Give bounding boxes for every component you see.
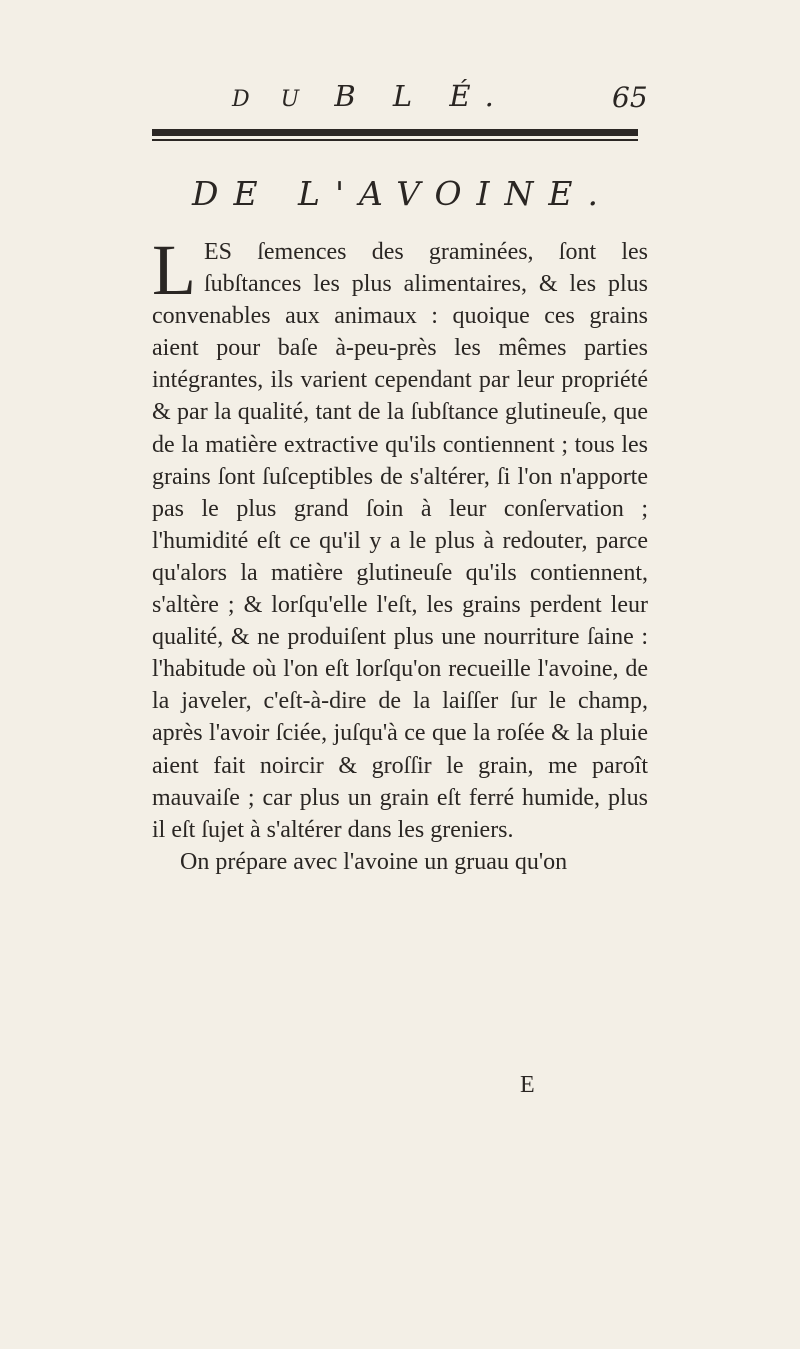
- header-rule-thin: [152, 139, 638, 141]
- running-head-article: D U: [232, 87, 312, 112]
- signature-mark: E: [520, 1072, 535, 1098]
- body-text: [152, 230, 648, 878]
- header-rule-thick: [152, 129, 638, 136]
- paragraph-1: [152, 230, 648, 846]
- running-head-title: B L É.: [334, 79, 508, 113]
- running-head: [232, 78, 562, 118]
- paragraph-1-text: ES ſemences des graminées, ſont les ſubſtances les plus alimentaires, & les plus convenables aux animaux : quoique ces grains aient pour baſe à-peu-près les mêmes parties intégrantes, ils varient cependant par leur propriété & par la qualité, tant de la ſubſtance glutineuſe, que de la matière extractive qu'ils contiennent ; tous les grains ſont ſuſceptibles de s'altérer, ſi l'on n'apporte pas le plus grand ſoin à leur conſervation ; l'humidité eſt ce qu'il y a le plus à redouter, parce qu'alors la matière glutineuſe qu'ils contiennent, s'altère ; & lorſqu'elle l'eſt, les grains perdent leur qualité, & ne produiſent plus une nourriture ſaine : l'habitude où l'on eſt lorſqu'on recueille l'avoine, de la javeler, c'eſt-à-dire de la laiſſer ſur le champ, après l'avoir ſciée, juſqu'à ce que la roſée & la pluie aient fait noircir & groſſir le grain, me paroît mauvaiſe ; car plus un grain eſt ferré humide, plus il eſt ſujet à s'altérer dans les greniers.: [152, 239, 648, 843]
- paragraph-2: On prépare avec l'avoine un gruau qu'on: [180, 848, 568, 875]
- page-number: 65: [612, 81, 648, 114]
- section-title: DE L'AVOINE.: [192, 174, 614, 213]
- drop-cap: L: [152, 230, 196, 310]
